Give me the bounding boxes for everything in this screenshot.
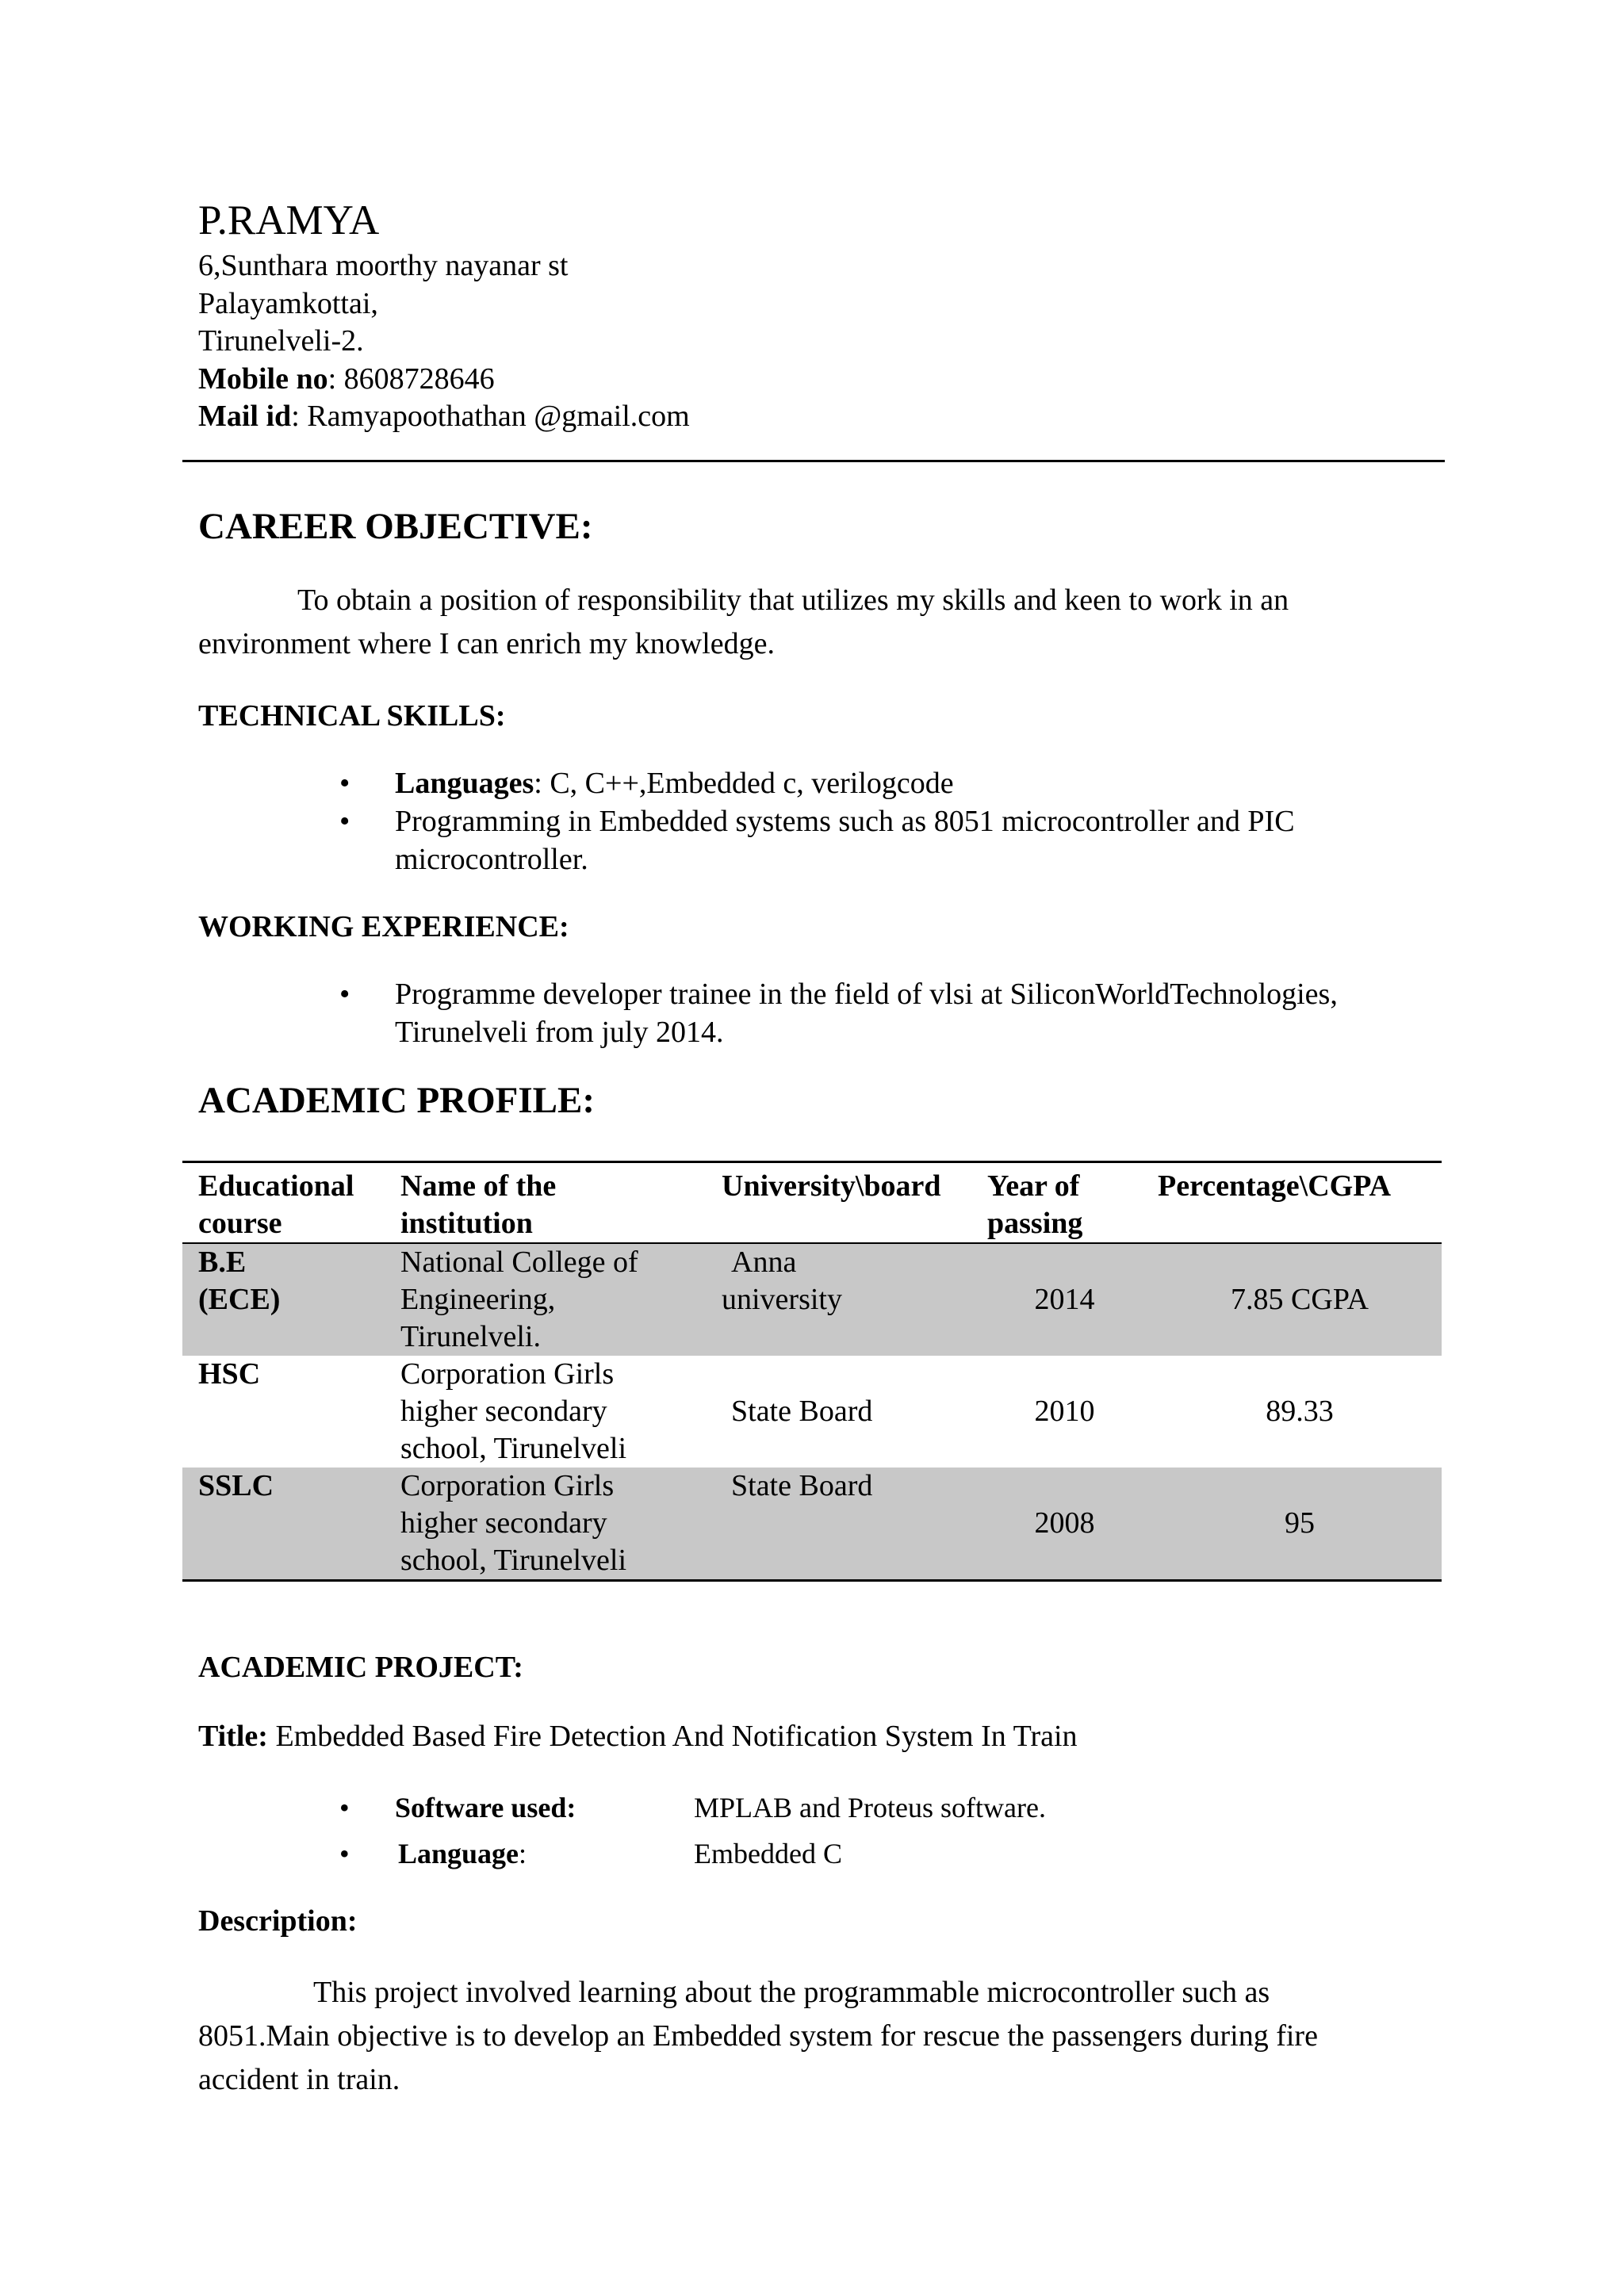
programming-line-1: Programming in Embedded systems such as 8051 microcontroller and PIC — [395, 805, 1295, 838]
mobile-value: : 8608728646 — [327, 362, 495, 396]
cell-course: B.E (ECE) — [182, 1243, 385, 1356]
cell-institution: Corporation Girls higher secondary school, Tirunelveli — [385, 1468, 706, 1581]
experience-line-1: Programme developer trainee in the field of vlsi at SiliconWorldTechnologies, — [395, 978, 1338, 1011]
col-header-course: Educational course — [182, 1162, 385, 1244]
list-item — [333, 802, 1443, 878]
description-heading: Description: — [198, 1904, 358, 1938]
project-title-text: Embedded Based Fire Detection And Notification System In Train — [267, 1720, 1078, 1753]
list-item — [333, 764, 1443, 802]
list-item — [333, 975, 1443, 1051]
cell-year: 2010 — [1034, 1395, 1095, 1428]
bullet-icon: • — [339, 978, 350, 1011]
cell-institution: National College of Engineering, Tirunelveli. — [385, 1243, 706, 1356]
cell-university: Anna university — [706, 1243, 971, 1356]
candidate-name: P.RAMYA — [198, 197, 380, 243]
address-line-2: Palayamkottai, — [198, 286, 378, 320]
description-line-1: This project involved learning about the programmable microcontroller such as — [313, 1976, 1270, 2009]
contact-block — [198, 247, 690, 436]
col-header-institution: Name of the institution — [385, 1162, 706, 1244]
software-label: Software used: — [395, 1792, 576, 1823]
table-row — [182, 1468, 1442, 1581]
cell-course: SSLC — [182, 1468, 385, 1581]
mobile-line — [198, 361, 690, 399]
address-line-3: Tirunelveli-2. — [198, 324, 364, 358]
mail-value: : Ramyapoothathan @gmail.com — [291, 400, 690, 433]
language-label: Language — [398, 1838, 519, 1869]
bullet-icon: • — [339, 1838, 350, 1869]
cell-year: 2008 — [971, 1468, 1142, 1581]
experience-line-2: Tirunelveli from july 2014. — [395, 1016, 724, 1049]
academic-profile-heading: ACADEMIC PROFILE: — [198, 1080, 596, 1121]
col-header-year: Year of passing — [971, 1162, 1142, 1244]
languages-label: Languages — [395, 767, 534, 800]
resume-page: P.RAMYA 6,Sunthara moorthy nayanar st Palayamkottai, Tirunelveli-2. Mobile no: 8608728646 Mail id: Ramyapoothathan @gmail.com CAREER OBJECTIVE: To obtain a position of responsibility that utilizes my skills and keen to work in an environment where I can enrich my knowledge. TECHNICAL SKILLS: • Languages: C, C++,Embedded c, verilogcode • Programming in Embedded systems such as 8051 microcontroller and PIC microcontroller. WORKING EXPERIENCE: • Programme developer trainee in the field of vlsi at SiliconWorldTechnologies, Tirunelveli from july 2014. ACADEMIC PROFILE: Educational course Name of the institution University\board Year of passing Percentage\CGPA B.E (ECE) National College of Engineering, Tirunelveli. Anna university 2014 7.85 CGPA HSC Corporation Girls higher secondary school, Tirunelveli State Board 2010 89.33 SSLC Corporation Girls higher secondary school, Tirunelveli State Board 2008 95 ACADEMIC PROJECT: Title: Embedded Based Fire Detection And Notification System In Train • Software used: MPLAB and Proteus software. • Language: Embedded C Description: This project involved learning about the programmable microcontroller such as 8051.Main objective is to develop an Embedded system for rescue the passengers during fire accident in train. — [0, 0, 1624, 2296]
career-objective-text — [198, 579, 1419, 666]
address-line-1: 6,Sunthara moorthy nayanar st — [198, 249, 569, 282]
cell-percentage: 95 — [1142, 1468, 1442, 1581]
cell-percentage: 89.33 — [1266, 1395, 1334, 1428]
table-row — [182, 1356, 1442, 1468]
mobile-label: Mobile no — [198, 362, 328, 396]
description-line-2: 8051.Main objective is to develop an Embedded system for rescue the passengers during fire — [198, 2019, 1318, 2053]
cell-percentage: 7.85 CGPA — [1142, 1243, 1442, 1356]
table-header-row — [182, 1162, 1442, 1244]
bullet-icon: • — [339, 767, 350, 800]
software-value: MPLAB and Proteus software. — [694, 1792, 1046, 1823]
cell-university: State Board — [706, 1468, 971, 1581]
career-objective-heading: CAREER OBJECTIVE: — [198, 506, 593, 547]
experience-list — [333, 975, 1443, 1051]
description-text — [198, 1971, 1419, 2102]
cell-university: State Board — [731, 1395, 873, 1428]
mail-label: Mail id — [198, 400, 292, 433]
career-line-2: environment where I can enrich my knowledge. — [198, 627, 776, 660]
project-title-label: Title: — [198, 1720, 268, 1753]
header-divider — [182, 460, 1445, 462]
col-header-university: University\board — [706, 1162, 971, 1244]
col-header-percentage: Percentage\CGPA — [1142, 1162, 1442, 1244]
academic-table — [182, 1161, 1442, 1582]
technical-skills-list — [333, 764, 1443, 878]
description-line-3: accident in train. — [198, 2063, 400, 2096]
bullet-icon: • — [339, 1792, 350, 1823]
working-experience-heading: WORKING EXPERIENCE: — [198, 910, 569, 943]
project-title-line — [198, 1717, 1078, 1755]
cell-institution: Corporation Girls higher secondary school, Tirunelveli — [400, 1357, 627, 1465]
career-line-1: To obtain a position of responsibility that utilizes my skills and keen to work in an — [297, 584, 1289, 617]
technical-skills-heading: TECHNICAL SKILLS: — [198, 699, 506, 733]
bullet-icon: • — [339, 805, 350, 838]
language-value: Embedded C — [694, 1838, 842, 1869]
table-row — [182, 1243, 1442, 1356]
mail-line — [198, 398, 690, 436]
languages-text: : C, C++,Embedded c, verilogcode — [534, 767, 954, 800]
programming-line-2: microcontroller. — [395, 843, 588, 876]
cell-year: 2014 — [971, 1243, 1142, 1356]
cell-course: HSC — [198, 1357, 261, 1391]
academic-project-heading: ACADEMIC PROJECT: — [198, 1651, 523, 1684]
